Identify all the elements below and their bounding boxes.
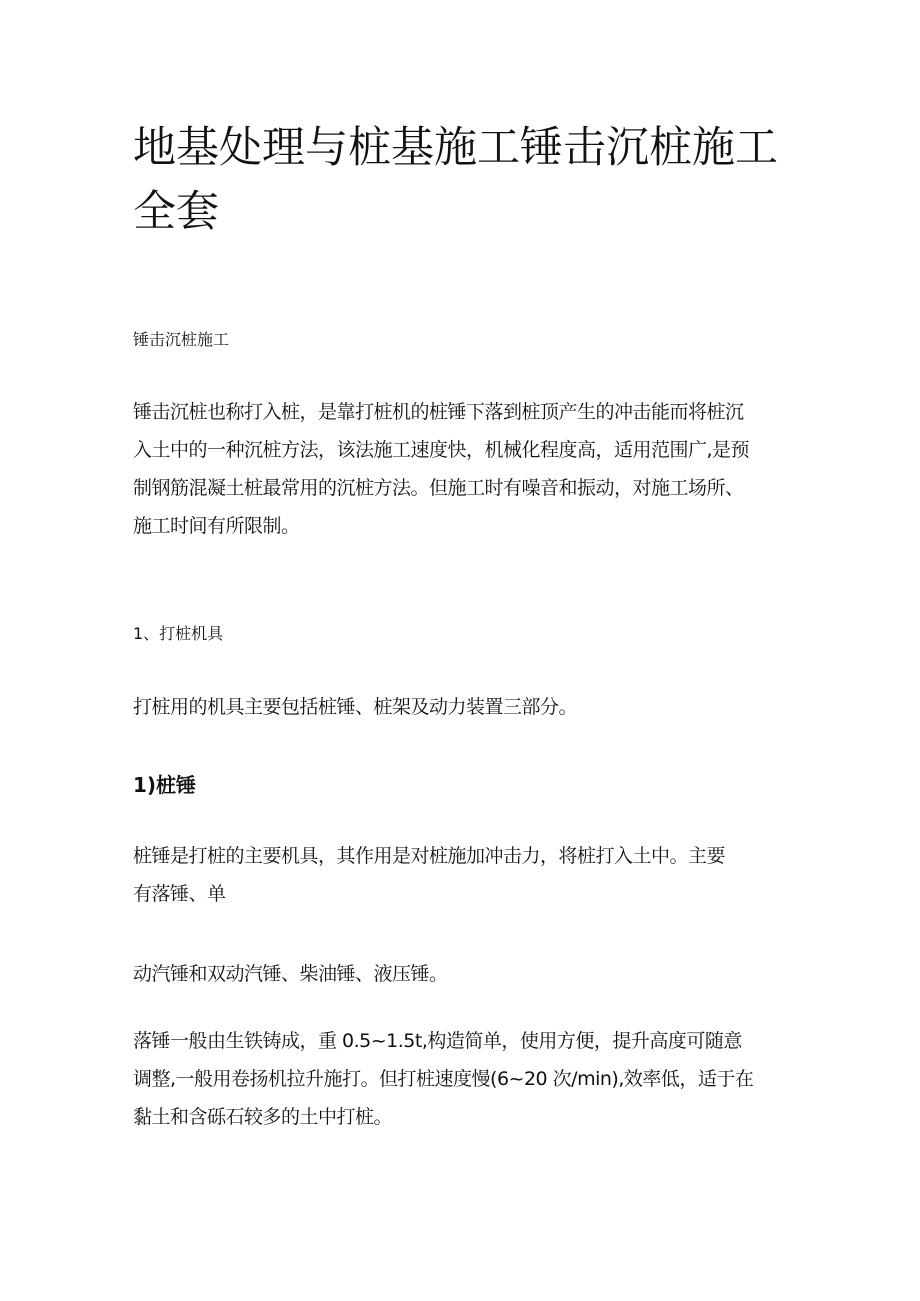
paragraph-line: 桩锤是打桩的主要机具，其作用是对桩施加冲击力，将桩打入土中。主要 [133, 845, 726, 867]
paragraph-line: 黏土和含砾石较多的土中打桩。 [133, 1106, 393, 1128]
paragraph-line: 锤击沉桩也称打入桩，是靠打桩机的桩锤下落到桩顶产生的冲击能而将桩沉 [133, 401, 744, 423]
paragraph-line: 制钢筋混凝土桩最常用的沉桩方法。但施工时有噪音和振动，对施工场所、 [133, 477, 744, 499]
section-label: 锤击沉桩施工 [133, 330, 230, 349]
document-title [133, 116, 793, 244]
heading-pile-hammer: 1)桩锤 [133, 773, 197, 797]
paragraph-line: 有落锤、单 [133, 883, 226, 905]
heading-tools: 1、打桩机具 [133, 624, 224, 643]
drop-hammer-paragraph [133, 1022, 823, 1136]
tools-paragraph: 打桩用的机具主要包括桩锤、桩架及动力装置三部分。 [133, 696, 578, 718]
title-line: 全套 [133, 187, 219, 237]
paragraph-line: 入土中的一种沉桩方法，该法施工速度快，机械化程度高，适用范围广,是预 [133, 439, 750, 461]
paragraph-line: 调整,一般用卷扬机拉升施打。但打桩速度慢(6~20 次/min),效率低，适于在 [133, 1068, 754, 1090]
hammer-paragraph [133, 837, 823, 913]
paragraph-line: 落锤一般由生铁铸成，重 0.5~1.5t,构造简单，使用方便，提升高度可随意 [133, 1030, 742, 1052]
paragraph-line: 施工时间有所限制。 [133, 515, 300, 537]
hammer-types-paragraph: 动汽锤和双动汽锤、柴油锤、液压锤。 [133, 963, 448, 985]
title-line: 地基处理与桩基施工锤击沉桩施工 [133, 123, 778, 173]
intro-paragraph [133, 393, 823, 545]
